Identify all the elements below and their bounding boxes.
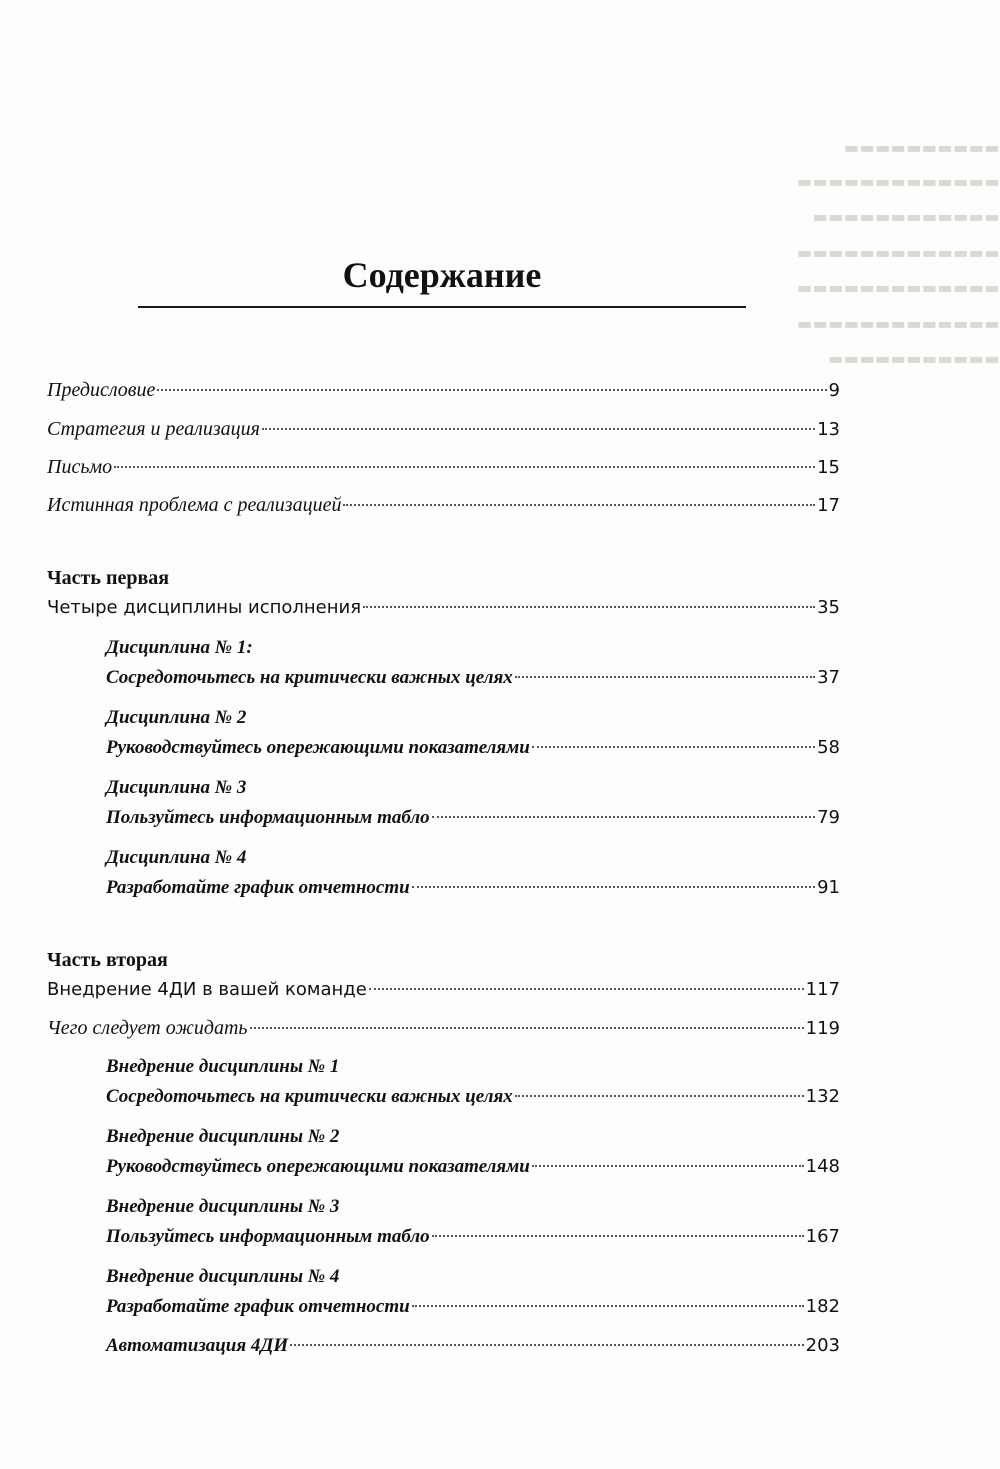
toc-entry-label: Четыре дисциплины исполнения <box>47 597 362 618</box>
part-heading: Часть вторая <box>47 949 168 971</box>
toc-entry-label: Чего следует ожидать <box>47 1017 248 1039</box>
dot-leader <box>412 1305 804 1307</box>
bleed-through-text: ▬▬▬▬▬▬▬▬▬▬▬▬ <box>812 207 1000 226</box>
bleed-through-text: ▬▬▬▬▬▬▬▬▬▬▬▬▬ <box>796 172 1000 191</box>
toc-page-number: 37 <box>817 667 840 688</box>
dot-leader <box>369 988 804 990</box>
bleed-through-text: ▬▬▬▬▬▬▬▬▬▬▬ <box>828 349 1000 368</box>
toc-page-number: 117 <box>805 979 840 1000</box>
toc-page-number: 35 <box>817 597 840 618</box>
toc-page-number: 13 <box>817 419 840 440</box>
bleed-through-text: ▬▬▬▬▬▬▬▬▬▬▬▬▬ <box>796 314 1000 333</box>
dot-leader <box>532 1165 804 1167</box>
toc-entry[interactable] <box>106 1155 840 1179</box>
toc-entry-label: Сосредоточьтесь на критически важных целях <box>106 667 513 688</box>
dot-leader <box>432 816 815 818</box>
toc-entry-label: Пользуйтесь информационным табло <box>106 1226 430 1247</box>
toc-entry[interactable] <box>106 806 840 830</box>
dot-leader <box>515 1095 804 1097</box>
toc-entry[interactable] <box>47 378 840 403</box>
toc-entry[interactable] <box>47 493 840 518</box>
toc-page-number: 148 <box>805 1156 840 1177</box>
toc-page-number: 9 <box>828 380 840 401</box>
toc-page-number: 167 <box>805 1226 840 1247</box>
toc-page-number: 79 <box>817 807 840 828</box>
page-title: Содержание <box>342 255 542 295</box>
toc-entry[interactable] <box>106 1295 840 1319</box>
toc-entry-label: Разработайте график отчетности <box>106 877 410 898</box>
toc-entry[interactable] <box>106 736 840 760</box>
toc-entry-label: Руководствуйтесь опережающими показателями <box>106 737 530 758</box>
bleed-through-text: ▬▬▬▬▬▬▬▬▬▬▬▬▬ <box>796 278 1000 297</box>
part-heading: Часть первая <box>47 567 170 589</box>
toc-entry[interactable] <box>106 666 840 690</box>
dot-leader <box>343 504 815 506</box>
toc-entry-label: Истинная проблема с реализацией <box>47 494 342 516</box>
dot-leader <box>157 389 826 391</box>
dot-leader <box>412 886 815 888</box>
toc-entry[interactable] <box>106 876 840 900</box>
discipline-heading: Дисциплина № 2 <box>106 707 247 728</box>
title-underline <box>138 306 746 308</box>
toc-page-number: 182 <box>805 1296 840 1317</box>
toc-entry[interactable] <box>106 1334 840 1358</box>
dot-leader <box>363 606 815 608</box>
toc-entry-label: Внедрение 4ДИ в вашей команде <box>47 979 367 1000</box>
toc-entry-label: Автоматизация 4ДИ <box>106 1335 289 1356</box>
toc-entry-label: Предисловие <box>47 379 156 401</box>
dot-leader <box>114 466 815 468</box>
toc-entry-label: Разработайте график отчетности <box>106 1296 410 1317</box>
bleed-through-text: ▬▬▬▬▬▬▬▬▬▬▬▬▬ <box>796 243 1000 262</box>
discipline-heading: Внедрение дисциплины № 1 <box>106 1056 340 1077</box>
toc-entry[interactable] <box>47 1016 840 1041</box>
toc-page-number: 132 <box>805 1086 840 1107</box>
toc-entry[interactable] <box>47 596 840 620</box>
dot-leader <box>532 746 815 748</box>
toc-entry-label: Письмо <box>47 456 113 478</box>
dot-leader <box>290 1344 803 1346</box>
toc-page-number: 91 <box>817 877 840 898</box>
discipline-heading: Внедрение дисциплины № 4 <box>106 1266 340 1287</box>
discipline-heading: Дисциплина № 4 <box>106 847 247 868</box>
toc-page-number: 203 <box>805 1335 840 1356</box>
bleed-through-text: ▬▬▬▬▬▬▬▬▬▬ <box>843 138 1000 157</box>
dot-leader <box>515 676 815 678</box>
discipline-heading: Внедрение дисциплины № 2 <box>106 1126 340 1147</box>
discipline-heading: Дисциплина № 3 <box>106 777 247 798</box>
toc-entry[interactable] <box>47 455 840 480</box>
toc-entry-label: Стратегия и реализация <box>47 418 260 440</box>
toc-page-number: 17 <box>817 495 840 516</box>
toc-entry[interactable] <box>106 1085 840 1109</box>
toc-entry-label: Пользуйтесь информационным табло <box>106 807 430 828</box>
toc-page-number: 58 <box>817 737 840 758</box>
toc-entry[interactable] <box>106 1225 840 1249</box>
discipline-heading: Дисциплина № 1: <box>106 637 253 658</box>
discipline-heading: Внедрение дисциплины № 3 <box>106 1196 340 1217</box>
dot-leader <box>250 1027 804 1029</box>
toc-page-number: 119 <box>805 1018 840 1039</box>
toc-entry-label: Сосредоточьтесь на критически важных целях <box>106 1086 513 1107</box>
dot-leader <box>432 1235 804 1237</box>
toc-page-number: 15 <box>817 457 840 478</box>
toc-entry[interactable] <box>47 417 840 442</box>
dot-leader <box>262 428 815 430</box>
toc-entry-label: Руководствуйтесь опережающими показателями <box>106 1156 530 1177</box>
toc-entry[interactable] <box>47 978 840 1002</box>
